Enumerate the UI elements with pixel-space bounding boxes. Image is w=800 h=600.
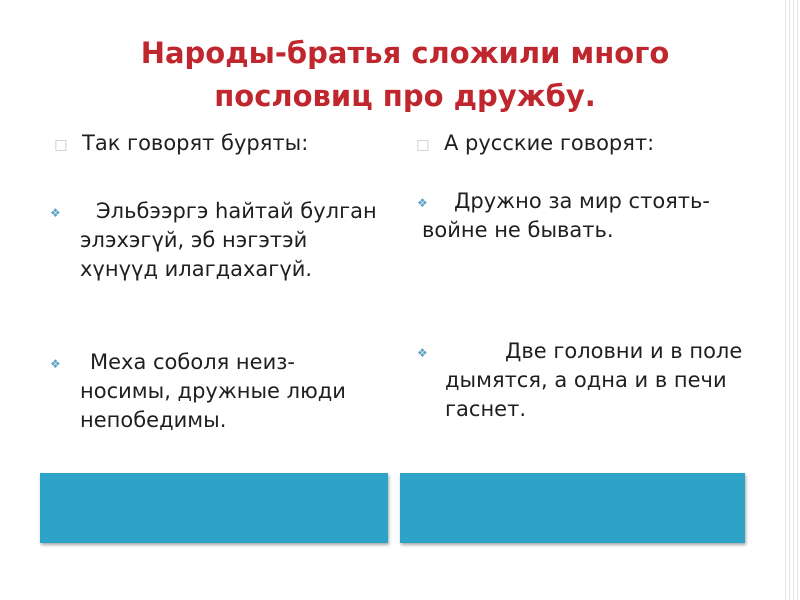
diamond-bullet-icon: ❖ — [50, 206, 61, 220]
heading-bullet-icon: ☐ — [416, 137, 430, 155]
slide-title: Народы-братья сложили много пословиц про дружбу. — [140, 36, 670, 113]
page-edge — [785, 0, 786, 600]
left-heading-text: Так говорят буряты: — [82, 131, 309, 155]
page-edge — [797, 0, 798, 600]
proverb-text: Две головни и в поле дымятся, а одна и в печи гаснет. — [445, 339, 743, 421]
proverb-text: Эльбээргэ һайтай булган элэхэгүй, эб нэгэтэй хүнүүд илагдахагүй. — [80, 199, 377, 281]
left-column — [52, 128, 392, 158]
proverb-text: Дружно за мир стоять- войне не бывать. — [422, 189, 710, 242]
right-heading — [414, 128, 774, 158]
left-proverb-2 — [50, 348, 385, 435]
right-blue-bar — [400, 473, 745, 543]
diamond-bullet-icon: ❖ — [417, 196, 428, 210]
page-edge — [793, 0, 794, 600]
right-proverb-1 — [417, 187, 752, 245]
left-blue-bar — [40, 473, 388, 543]
diamond-bullet-icon: ❖ — [417, 346, 428, 360]
left-heading — [52, 128, 392, 158]
right-heading-text: А русские говорят: — [444, 131, 655, 155]
heading-bullet-icon: ☐ — [54, 137, 68, 155]
diamond-bullet-icon: ❖ — [50, 357, 61, 371]
right-proverb-2 — [417, 337, 760, 424]
page-edge — [789, 0, 790, 600]
right-column — [414, 128, 774, 158]
proverb-text: Меха соболя неиз-носимы, дружные люди непобедимы. — [80, 350, 346, 432]
left-proverb-1 — [50, 197, 380, 284]
